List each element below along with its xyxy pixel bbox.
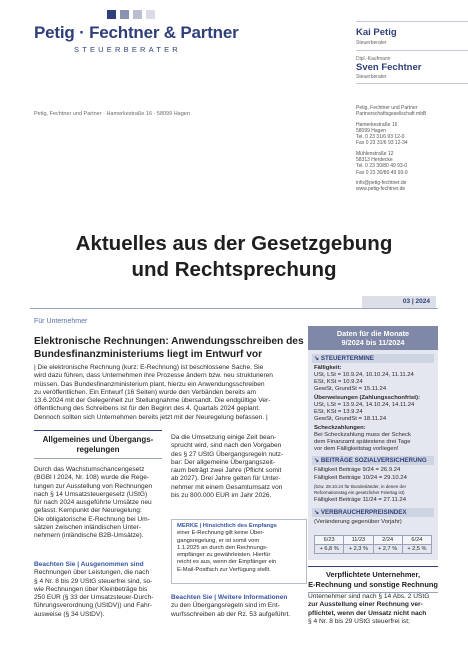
- article-intro: [34, 364, 302, 422]
- logo-square: [146, 10, 155, 19]
- intro-line: Dennoch sollten sich Unternehmen bereits jetzt mit der Neuregelung befassen. |: [34, 413, 268, 421]
- section-steuertermine: [312, 354, 434, 363]
- table-row: [315, 536, 432, 545]
- sidebar-text: Fälligkeit Beiträge 9/24 = 26.9.24: [314, 467, 401, 473]
- sidebar-header-line: Daten für die Monate: [336, 328, 410, 338]
- table-cell: + 6,8 %: [315, 545, 344, 554]
- table-header-cell: 6/24: [402, 536, 431, 545]
- merke-line: reicht es aus, wenn der Empfänger ein: [177, 559, 277, 566]
- sidebar-text: (Veränderung gegenüber Vorjahr): [314, 519, 402, 525]
- sidebar-text: dem Finanzamt spätestens drei Tage: [314, 439, 411, 445]
- merke-label: MERKE | Hinsichtlich des Empfangs: [177, 523, 277, 529]
- logo-squares: [107, 10, 155, 19]
- issue-badge: 03 | 2024: [362, 296, 436, 308]
- col1-note-line: 250 EUR (§ 33 der Umsatzsteuer-Durch-: [34, 594, 154, 602]
- intro-line: zu veröffentlichen. Ein Entwurf (16 Seiten) wurde den Verbänden bereits am: [34, 388, 256, 396]
- merke-line: 1.1.2025 an durch den Rechnungs-: [177, 544, 268, 551]
- col1-note-line: Rechnungen über Leistungen, die nach: [34, 569, 150, 577]
- partner-prefix: Dipl.-Kaufmann: [356, 56, 391, 62]
- logo-square: [120, 10, 129, 19]
- divider: [356, 21, 468, 22]
- col1-line: gefasst. Kernpunkt der Neuregelung:: [34, 507, 142, 515]
- col2-line: nehmer mit einem Gesamtumsatz von: [171, 483, 283, 491]
- section-title: BEITRÄGE SOZIALVERSICHERUNG: [320, 457, 427, 464]
- col1-line: Die obligatorische E-Rechnung bei Um-: [34, 515, 150, 523]
- arrow-icon: ↘: [314, 457, 320, 464]
- col2-line: ab 2027). Drei Jahre gelten für Unter-: [171, 475, 281, 483]
- sidebar-text: Überweisungen (Zahlungsschonfrist):: [314, 395, 421, 401]
- column-2-text: [171, 434, 305, 500]
- sidebar-note: (bzw. 28.10.24 für Bundesländer, in denen der: [314, 484, 407, 489]
- dates-sidebar: [308, 326, 438, 560]
- sidebar-text: Fälligkeit Beiträge 11/24 = 27.11.24: [314, 497, 406, 503]
- page-title-line1: Aktuelles aus der Gesetzgebung: [75, 232, 393, 255]
- sidebar-text: GewSt, GrundSt = 18.11.24: [314, 416, 387, 422]
- merke-line: E-Mail-Postfach zur Verfügung stellt.: [177, 566, 271, 573]
- sender-address-line: Petig, Fechtner und Partner · Hamerkestraße 16 · 58099 Hagen: [34, 111, 190, 117]
- col2-note-line: wurfsschreiben ab der Rz. 53 aufgeführt.: [171, 610, 291, 618]
- section-verbraucherpreisindex: [312, 508, 434, 517]
- col1-line: nach § 14 Umsatzsteuergesetz (UStG): [34, 490, 148, 498]
- firm-line: 58313 Herdecke: [356, 157, 393, 164]
- firm-line: Hamerkestraße 16: [356, 121, 398, 128]
- intro-line: öffentlichung des Schreibens ist für den Beginn des 4. Quartals 2024 geplant.: [34, 405, 261, 413]
- col2-note-line: zu den Übergangsregeln sind im Ent-: [171, 602, 280, 610]
- firm-email-link[interactable]: info@petig-fechtner.de: [356, 179, 407, 186]
- bottom-line: zur Ausstellung einer Rechnung ver-: [308, 601, 423, 609]
- intro-line: | Die elektronische Rechnung (kurz: E-Rechnung) ist beschlossene Sache. Sie: [34, 364, 264, 371]
- merke-line: empfänger zu gewährleisten. Hierfür: [177, 552, 271, 559]
- sidebar-note: Reformationstag ein gesetzlicher Feiertag ist): [314, 490, 405, 495]
- title-divider: [30, 308, 438, 309]
- firm-line: Tel. 0 23 31/6 93 12-0: [356, 134, 405, 141]
- column-1-note: [34, 561, 164, 619]
- sidebar-text: Fälligkeit Beiträge 10/24 = 29.10.24: [314, 475, 407, 481]
- merke-line: einer E-Rechnung gilt keine Über-: [177, 530, 265, 537]
- subheading-line: E-Rechnung und sonstige Rechnung: [308, 579, 438, 589]
- col2-line: des § 27 UStG Übergangsregeln nutz-: [171, 450, 284, 458]
- section-title: STEUERTERMINE: [320, 355, 374, 362]
- table-header-cell: 2/24: [373, 536, 402, 545]
- sidebar-text: Fälligkeit:: [314, 365, 342, 371]
- subheading-line: Allgemeines und Übergangs-: [42, 435, 154, 444]
- col2-line: sprucht wird, sind nach den Vorgaben: [171, 442, 282, 450]
- table-header-cell: 11/23: [344, 536, 373, 545]
- intro-line: wird dazu führen, dass Unternehmen ihre Prozesse ändern bzw. neu strukturieren: [34, 372, 273, 380]
- sidebar-header-line: 9/2024 bis 11/2024: [341, 338, 405, 347]
- firm-line: Petig, Fechtner und Partner: [356, 105, 418, 111]
- divider: [356, 83, 468, 84]
- table-row: [315, 545, 432, 554]
- firm-contact-block: [356, 105, 454, 193]
- bottom-line: pflichtet, wenn der Umsatz nicht nach: [308, 609, 427, 617]
- page-title-line2: und Rechtsprechung: [131, 258, 337, 281]
- sidebar-text: Bei Scheckzahlung muss der Scheck: [314, 432, 411, 438]
- firm-line: Fax 0 23 31/6 93 12-34: [356, 140, 408, 147]
- sidebar-text: ESt, KSt = 10.9.24: [314, 379, 363, 385]
- arrow-icon: ↘: [314, 509, 320, 516]
- bottom-line: § 4 Nr. 8 bis 29 UStG steuerfrei ist;: [308, 617, 410, 625]
- sidebar-text: Scheckzahlungen:: [314, 425, 366, 431]
- merke-note-box: [171, 519, 307, 584]
- table-cell: + 2,5 %: [402, 545, 431, 554]
- firm-logo-name: Petig · Fechtner & Partner: [34, 23, 239, 42]
- subheading-box: [34, 430, 162, 459]
- partner-name: Sven Fechtner: [356, 62, 422, 73]
- bottom-line: Unternehmer sind nach § 14 Abs. 2 UStG: [308, 593, 430, 600]
- sidebar-header: [308, 326, 438, 350]
- col2-line: raum beträgt zwei Jahre (Pflicht somit: [171, 467, 282, 475]
- col2-note-line: Beachten Sie | Weitere Informationen: [171, 594, 288, 601]
- firm-logo-subtitle: STEUERBERATER: [74, 45, 181, 54]
- col1-note-line: wie Rechnungen über Kleinbeträge bis: [34, 585, 148, 593]
- table-cell: + 2,7 %: [373, 545, 402, 554]
- col1-line: (BGBl I 2024, Nr. 108) wurde die Rege-: [34, 474, 150, 482]
- section-sozialversicherung: [312, 456, 434, 465]
- article-title: Elektronische Rechnungen: Anwendungsschreiben des Bundesfinanzministeriums liegt im Entwurf vor: [34, 336, 304, 360]
- sidebar-text: GewSt, GrundSt = 15.11.24: [314, 386, 387, 392]
- section-title: VERBRAUCHERPREISINDEX: [320, 509, 407, 516]
- table-cell: + 2,3 %: [344, 545, 373, 554]
- column-1-text: [34, 466, 164, 541]
- sidebar-subheading-box: [308, 566, 438, 593]
- col1-line: sätzen zwischen inländischen Unter-: [34, 524, 142, 532]
- col1-line: Durch das Wachstumschancengesetz: [34, 466, 145, 473]
- subheading-line: regelungen: [76, 445, 120, 454]
- merke-line: gangsregelung, er ist somit vom: [177, 537, 260, 544]
- firm-line: Tel. 0 23 30/80 49 93-0: [356, 163, 408, 170]
- sidebar-bottom-text: [308, 593, 442, 626]
- divider: [356, 50, 468, 51]
- firm-line: Mühlenstraße 12: [356, 150, 394, 157]
- firm-line: Partnerschaftsgesellschaft mbB: [356, 111, 427, 118]
- subheading-line: Verpflichtete Unternehmer,: [325, 570, 421, 579]
- vpi-table: [314, 535, 432, 554]
- partner-role: Steuerberater: [356, 40, 387, 46]
- col1-note-line: Beachten Sie | Ausgenommen sind: [34, 561, 144, 568]
- col2-line: bar: Der allgemeine Übergangszeit-: [171, 458, 276, 466]
- col2-line: bis zu 800.000 EUR im Jahr 2026.: [171, 492, 272, 500]
- col1-note-line: führungsverordnung (UStDV)) und Fahr-: [34, 602, 153, 610]
- col1-note-line: ausweise (§ 34 UStDV).: [34, 610, 105, 618]
- sidebar-text: vor dem Fälligkeitstag vorliegen!: [314, 446, 399, 452]
- column-2-note: [171, 594, 305, 619]
- col1-line: für nach 2024 ausgeführte Umsätze neu: [34, 499, 152, 507]
- partner-name: Kai Petig: [356, 27, 397, 38]
- col2-line: Da die Umsetzung einige Zeit bean-: [171, 434, 277, 441]
- intro-line: müssen. Das Bundesfinanzministerium plant, hierzu ein Anwendungsschreiben: [34, 380, 265, 388]
- intro-line: 13.6.2024 mit der Gelegenheit zur Stellungnahme übersandt. Die endgültige Ver-: [34, 397, 271, 405]
- partner-role: Steuerberater: [356, 74, 387, 80]
- logo-square: [133, 10, 142, 19]
- table-header-cell: 6/23: [315, 536, 344, 545]
- firm-line: 58099 Hagen: [356, 127, 387, 134]
- logo-square: [107, 10, 116, 19]
- col1-note-line: § 4 Nr. 8 bis 29 UStG steuerfrei sind, so-: [34, 577, 153, 585]
- section-label: Für Unternehmer: [34, 318, 88, 325]
- sidebar-text: USt, LSt = 10.9.24, 10.10.24, 11.11.24: [314, 372, 414, 378]
- sidebar-text: USt, LSt = 13.9.24, 14.10.24, 14.11.24: [314, 402, 415, 408]
- firm-line: Fax 0 23 30/80 49 93-9: [356, 169, 408, 176]
- firm-website-link[interactable]: www.petig-fechtner.de: [356, 186, 406, 193]
- col1-line: nehmern (inländische B2B-Umsätze).: [34, 532, 144, 540]
- col1-line: lungen zur Ausstellung von Rechnungen: [34, 482, 153, 490]
- arrow-icon: ↘: [314, 355, 320, 362]
- sidebar-text: ESt, KSt = 13.9.24: [314, 409, 363, 415]
